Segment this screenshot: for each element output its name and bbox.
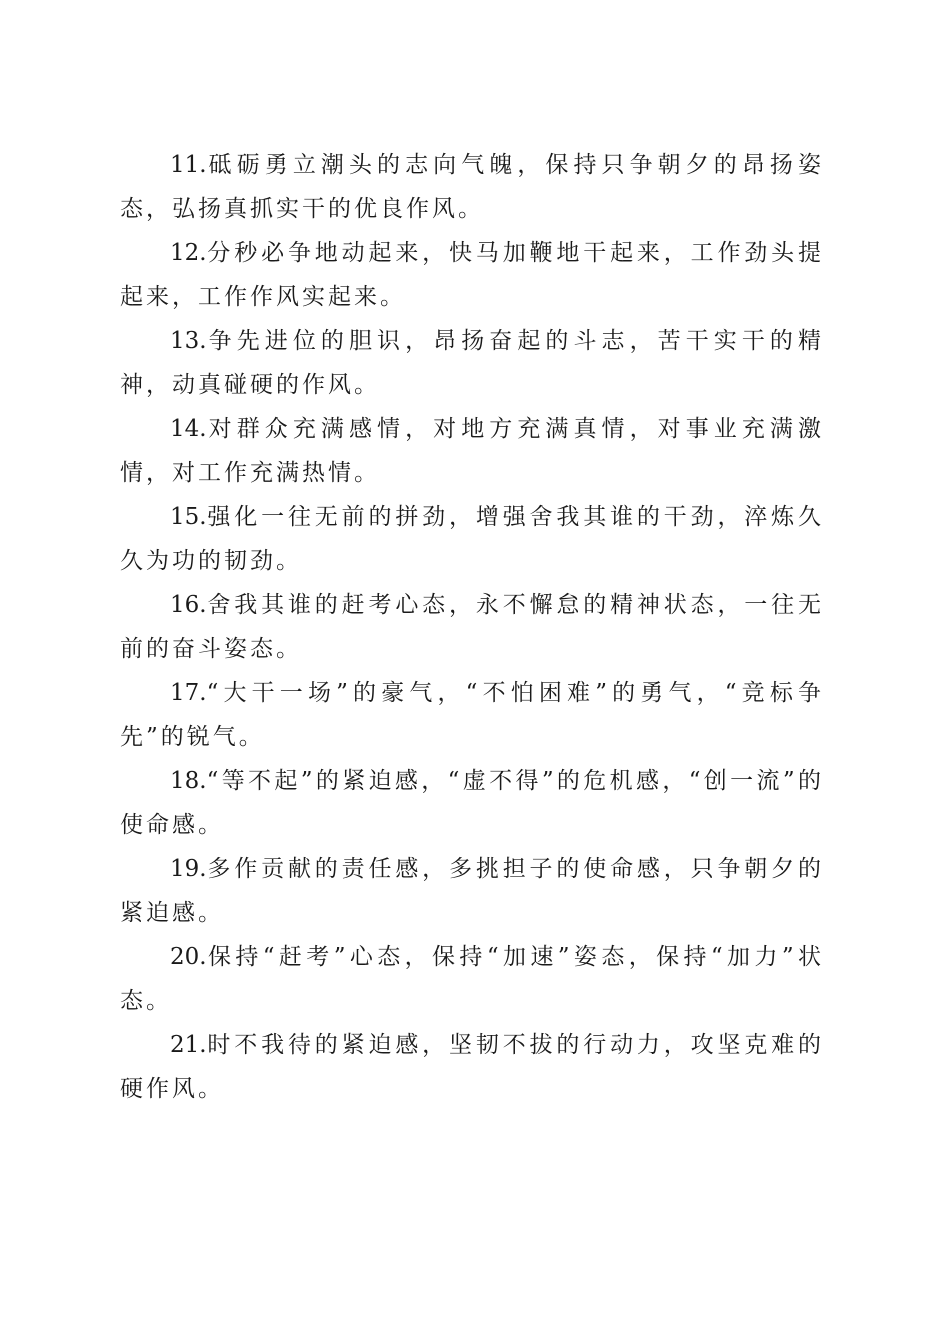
item-number: 20. — [170, 944, 207, 970]
item-number: 19. — [170, 856, 207, 882]
item-number: 14. — [170, 416, 207, 442]
document-body — [120, 143, 824, 1111]
item-number: 12. — [170, 240, 207, 266]
list-item — [120, 407, 824, 495]
list-item — [120, 495, 824, 583]
list-item — [120, 143, 824, 231]
item-text: 强化一往无前的拼劲，增强舍我其谁的干劲，淬炼久久为功的韧劲。 — [120, 504, 824, 574]
item-number: 18. — [170, 768, 207, 794]
item-text: “等不起”的紧迫感，“虚不得”的危机感，“创一流”的使命感。 — [120, 768, 824, 838]
item-number: 15. — [170, 504, 207, 530]
item-text: “大干一场”的豪气，“不怕困难”的勇气，“竞标争先”的锐气。 — [120, 680, 824, 750]
list-item — [120, 319, 824, 407]
list-item — [120, 1023, 824, 1111]
list-item — [120, 231, 824, 319]
item-text: 保持“赶考”心态，保持“加速”姿态，保持“加力”状态。 — [120, 944, 824, 1014]
item-text: 分秒必争地动起来，快马加鞭地干起来，工作劲头提起来，工作作风实起来。 — [120, 240, 824, 310]
item-number: 13. — [170, 328, 207, 354]
item-number: 17. — [170, 680, 207, 706]
item-text: 争先进位的胆识，昂扬奋起的斗志，苦干实干的精神，动真碰硬的作风。 — [120, 328, 824, 398]
list-item — [120, 583, 824, 671]
list-item — [120, 671, 824, 759]
item-text: 砥砺勇立潮头的志向气魄，保持只争朝夕的昂扬姿态，弘扬真抓实干的优良作风。 — [120, 152, 824, 222]
item-number: 11. — [170, 152, 207, 178]
item-text: 对群众充满感情，对地方充满真情，对事业充满激情，对工作充满热情。 — [120, 416, 824, 486]
item-text: 多作贡献的责任感，多挑担子的使命感，只争朝夕的紧迫感。 — [120, 856, 824, 926]
item-text: 时不我待的紧迫感，坚韧不拔的行动力，攻坚克难的硬作风。 — [120, 1032, 824, 1102]
item-number: 21. — [170, 1032, 207, 1058]
list-item — [120, 847, 824, 935]
list-item — [120, 935, 824, 1023]
list-item — [120, 759, 824, 847]
item-text: 舍我其谁的赶考心态，永不懈怠的精神状态，一往无前的奋斗姿态。 — [120, 592, 824, 662]
item-number: 16. — [170, 592, 207, 618]
